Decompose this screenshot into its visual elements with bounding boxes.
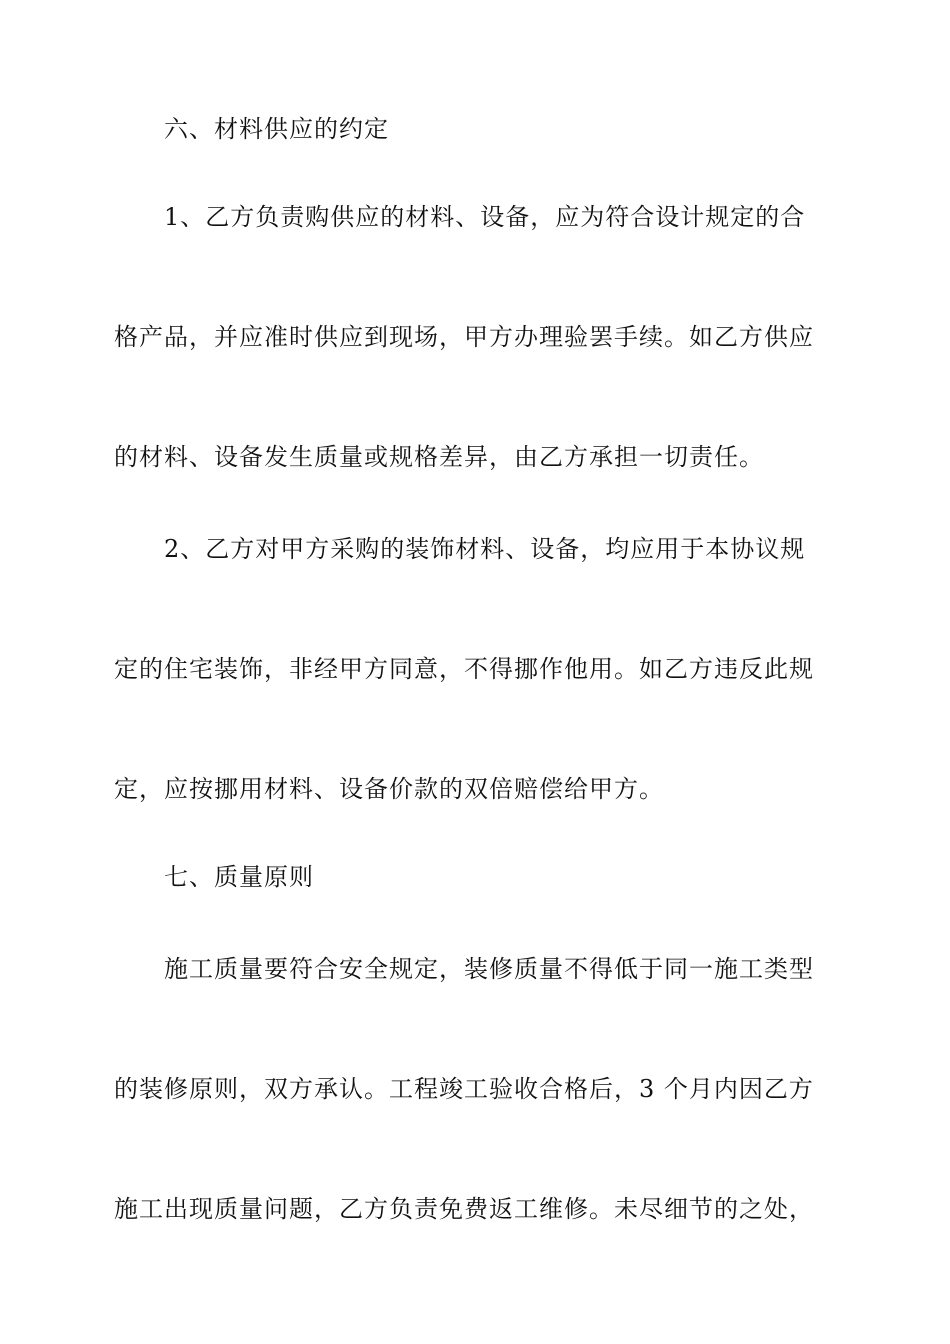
section-heading-materials: 六、材料供应的约定 bbox=[164, 115, 389, 143]
paragraph-line: 施工质量要符合安全规定，装修质量不得低于同一施工类型 bbox=[164, 955, 814, 983]
paragraph-line: 的材料、设备发生质量或规格差异，由乙方承担一切责任。 bbox=[114, 443, 764, 471]
paragraph-line: 定，应按挪用材料、设备价款的双倍赔偿给甲方。 bbox=[114, 775, 664, 803]
paragraph-line: 1、乙方负责购供应的材料、设备，应为符合设计规定的合 bbox=[164, 203, 806, 231]
paragraph-line: 施工出现质量问题，乙方负责免费返工维修。未尽细节的之处， bbox=[114, 1195, 814, 1223]
section-heading-quality: 七、质量原则 bbox=[164, 863, 314, 891]
paragraph-line: 定的住宅装饰，非经甲方同意，不得挪作他用。如乙方违反此规 bbox=[114, 655, 814, 683]
paragraph-line: 2、乙方对甲方采购的装饰材料、设备，均应用于本协议规 bbox=[164, 535, 806, 563]
paragraph-line: 的装修原则，双方承认。工程竣工验收合格后，3 个月内因乙方 bbox=[114, 1075, 814, 1103]
paragraph-line: 格产品，并应准时供应到现场，甲方办理验罢手续。如乙方供应 bbox=[114, 323, 814, 351]
